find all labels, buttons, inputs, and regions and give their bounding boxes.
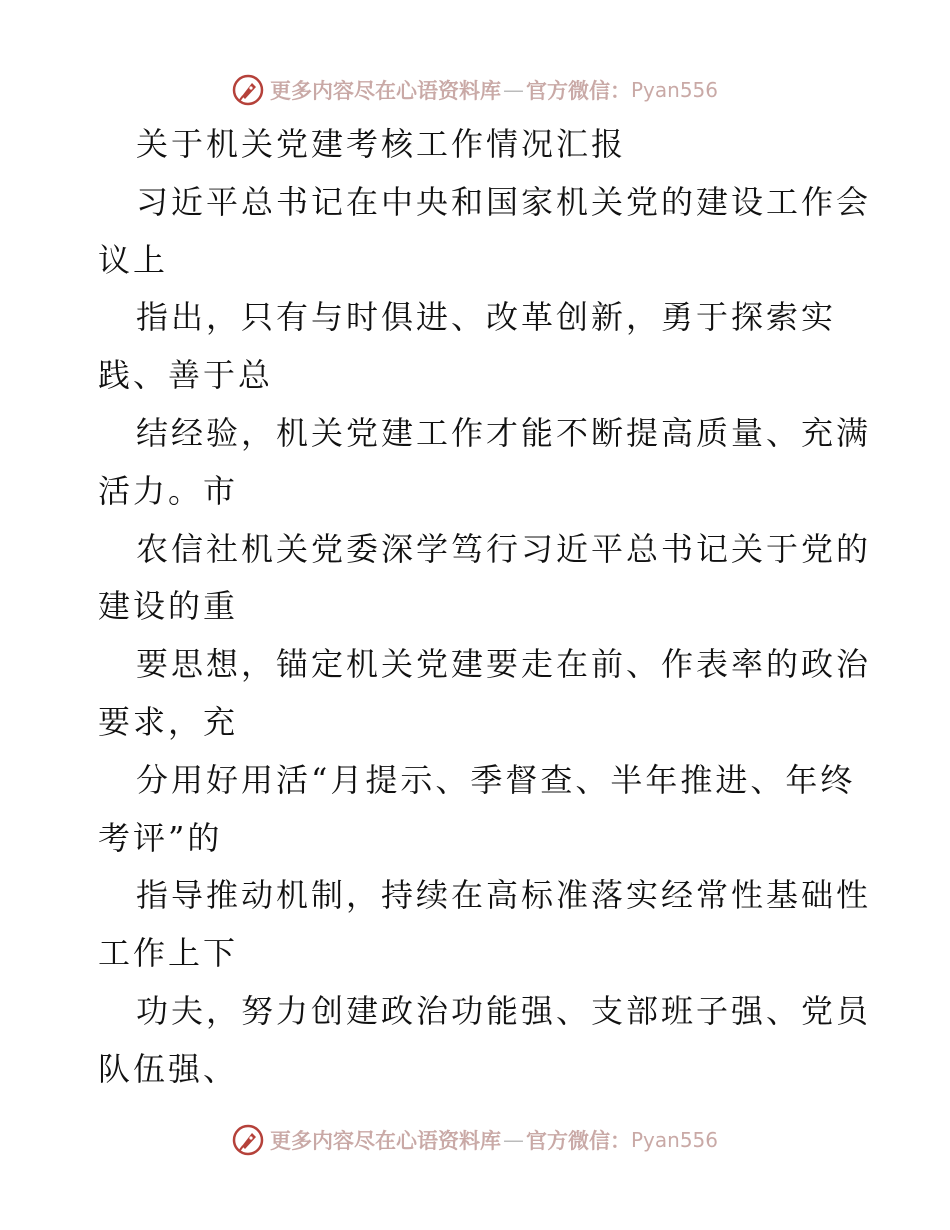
doc-line: 议上 <box>98 240 169 279</box>
doc-line: 指导推动机制，持续在高标准落实经常性基础性 <box>136 876 872 915</box>
doc-line: 要思想，锚定机关党建要走在前、作表率的政治 <box>136 645 872 684</box>
doc-line: 分用好用活“月提示、季督查、半年推进、年终 <box>136 760 856 799</box>
banner-wechat-id: Pyan556 <box>630 78 718 102</box>
doc-line: 结经验，机关党建工作才能不断提高质量、充满 <box>136 413 872 452</box>
banner-separator: — <box>502 1128 524 1152</box>
banner-separator: — <box>502 78 524 102</box>
pen-nib-logo-icon <box>232 74 264 106</box>
doc-title: 关于机关党建考核工作情况汇报 <box>136 125 627 163</box>
doc-line: 功夫，努力创建政治功能强、支部班子强、党员 <box>136 991 872 1030</box>
doc-line: 工作上下 <box>98 934 239 973</box>
doc-line: 活力。市 <box>98 471 239 510</box>
banner-site-name: 更多内容尽在心语资料库 <box>269 78 501 103</box>
doc-line: 要求，充 <box>98 702 239 741</box>
header-banner <box>0 70 950 110</box>
doc-line: 建设的重 <box>98 587 239 626</box>
banner-wechat-label: 官方微信： <box>525 78 631 103</box>
doc-line: 农信社机关党委深学笃行习近平总书记关于党的 <box>136 529 872 568</box>
footer-banner <box>0 1120 950 1160</box>
doc-line: 考评”的 <box>98 818 223 857</box>
doc-line: 队伍强、 <box>98 1049 239 1088</box>
banner-wechat-label: 官方微信： <box>525 1128 631 1153</box>
banner-wechat-id: Pyan556 <box>630 1128 718 1152</box>
document-body <box>98 116 872 1099</box>
doc-line: 践、善于总 <box>98 356 274 395</box>
doc-line: 习近平总书记在中央和国家机关党的建设工作会 <box>136 182 872 221</box>
pen-nib-logo-icon <box>232 1124 264 1156</box>
banner-site-name: 更多内容尽在心语资料库 <box>269 1128 501 1153</box>
doc-line: 指出，只有与时俱进、改革创新，勇于探索实 <box>136 298 837 337</box>
